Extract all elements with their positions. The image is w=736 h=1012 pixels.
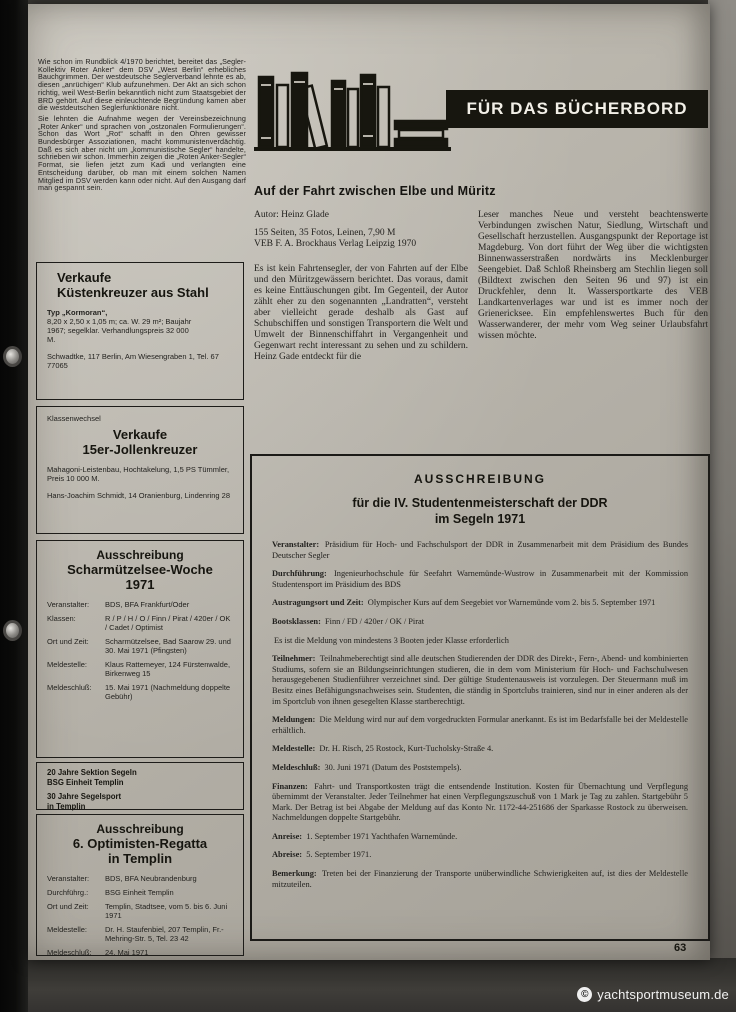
- announcement-item: [272, 782, 688, 824]
- ad-row-value: Dr. H. Staufenbiel, 207 Templin, Fr.-Mehring-Str. 5, Tel. 23 42: [105, 925, 224, 943]
- ad-heading: Verkaufe: [57, 270, 112, 285]
- ad-jollenkreuzer: [36, 406, 244, 534]
- banner-title: FÜR DAS BÜCHERBORD: [466, 99, 688, 118]
- announcement-item: [272, 636, 688, 647]
- watermark: [577, 987, 729, 1002]
- item-label: Durchführung:: [272, 569, 332, 579]
- item-text: Finn / FD / 420er / OK / Pirat: [324, 616, 425, 626]
- ad-row-label: Klassen:: [47, 614, 76, 623]
- item-label: Austragungsort und Zeit:: [272, 598, 366, 608]
- ad-row-value: 15. Mai 1971 (Nachmeldung doppelte Gebühr): [105, 683, 231, 701]
- ad-year: 1971: [125, 577, 155, 592]
- ad-optimisten-regatta: [36, 814, 244, 956]
- book-author: Autor: Heinz Glade: [254, 210, 329, 220]
- ad-subheading: 15er-Jollenkreuzer: [82, 442, 198, 457]
- ad-row: [47, 888, 233, 897]
- jubilee-line: 30 Jahre Segelsport: [47, 792, 122, 801]
- book-meta: [254, 210, 470, 251]
- ad-row-label: Veranstalter:: [47, 600, 90, 609]
- editorial-column: [38, 58, 246, 192]
- ad-subheading: Küstenkreuzer aus Stahl: [57, 285, 209, 300]
- item-label: Bootsklassen:: [272, 616, 323, 626]
- item-label: Meldungen:: [272, 715, 318, 725]
- ad-subheading-2: in Templin: [107, 851, 173, 866]
- ad-steel-cruiser: [36, 262, 244, 400]
- item-label: Meldestelle:: [272, 744, 318, 754]
- ad-heading: Ausschreibung: [96, 548, 184, 562]
- ad-contact: Schwadtke, 117 Berlin, Am Wiesengraben 1, Tel. 67 77065: [47, 352, 219, 370]
- ad-row-value: BDS, BFA Frankfurt/Oder: [105, 600, 190, 609]
- ad-row-value: Klaus Rattemeyer, 124 Fürstenwalde, Birkenweg 15: [105, 660, 231, 678]
- ad-row: [47, 683, 233, 701]
- book-details: 155 Seiten, 35 Fotos, Leinen, 7,90 M: [254, 227, 396, 238]
- item-text: Fahrt- und Transportkosten trägt die entsendende Institution. Kosten für Übernachtung und Verpflegung übernimmt der Veranstalter. Jeder Teilnehmer hat einen Verpflegungszuschuß von 1 Mark je Tag zu zahlen. Startgebühr 5 Mark. Der Betrag ist bei Abgabe der Meldung auf das Konto Nr. 1172-44-251686 der Sparkasse Rostock zu überweisen. Nachmeldungen doppelte Startgebühr.: [272, 781, 689, 823]
- editorial-paragraph-1: Wie schon im Rundblick 4/1970 berichtet, bereitet das „Segler-Kollektiv Roter Anker“ dem DSV „West Berlin“ erhebliches Bauchgrimmen. Der westdeutsche Seglerverband lehnte es ab, diesen „anrüchigen“ Klub aufzunehmen. Der Akt an sich schon richtig, weil West-Berlin bekanntlich nicht zum Staatsgebiet der BRD gehört. Auf diese einleuchtende Begründung kamen aber die westdeutschen Seglerfunktionäre nicht.: [38, 57, 246, 113]
- ad-row-value: 24. Mai 1971: [105, 948, 149, 957]
- ad-row-value: Templin, Stadtsee, vom 5. bis 6. Juni 1971: [105, 902, 228, 920]
- jubilee-line: 20 Jahre Sektion Segeln: [47, 768, 137, 777]
- item-text: Treten bei der Finanzierung der Transporte unüberwindliche Schwierigkeiten auf, ist dies der Meldestelle mitzuteilen.: [272, 869, 688, 889]
- item-text: 30. Juni 1971 (Datum des Poststempels).: [324, 762, 462, 772]
- ad-row: [47, 902, 233, 920]
- bookshelf-illustration: [254, 42, 454, 156]
- announcement-title: AUSSCHREIBUNG: [413, 472, 546, 486]
- ad-heading: Ausschreibung: [96, 822, 184, 836]
- announcement-item: [272, 869, 688, 890]
- ad-row: [47, 600, 233, 609]
- announcement-item: [272, 569, 688, 590]
- ad-templin-jubilee: [36, 762, 244, 810]
- review-text-column-2: Leser manches Neue und versteht beachtenswerte Verbindungen zwischen Natur, Siedlung, Wirtschaft und Gesellschaft herzustellen. Ausgangspunkt der Reportage ist Magdeburg. Von dort führt der Weg über die wichtigsten Binnenwasserstraßen nordwärts ins Mecklenburger Seengebiet. Daß Schloß Rheinsberg am Stechlin liegen soll (Bildtext zwischen den Seiten 96 und 97) ist ein Druckfehler, denn lt. Wassersportkarte des VEB Landkartenverlages war und ist es immer noch der Grienericksee. Ein empfehlenswertes Buch für den Wasserwanderer, der mehr vom Weg seiner Urlaubsfahrt wissen möchte.: [478, 210, 708, 341]
- ad-contact: Hans-Joachim Schmidt, 14 Oranienburg, Lindenring 28: [47, 491, 231, 500]
- ad-subheading: Scharmützelsee-Woche: [67, 562, 213, 577]
- watermark-text: yachtsportmuseum.de: [597, 987, 729, 1002]
- ad-specs: 8,20 x 2,50 x 1,05 m; ca. W. 29 m²; Baujahr 1967; segelklar. Verhandlungspreis 32 000 M.: [47, 317, 192, 344]
- jubilee-line: in Templin: [47, 802, 86, 811]
- announcement-item: [272, 617, 688, 628]
- announcement-box: [250, 454, 710, 941]
- announcement-item: [272, 654, 688, 707]
- item-text: Die Meldung wird nur auf dem vorgedruckten Formular anerkannt. Es ist im Bedarfsfalle bei der Meldestelle erhältlich.: [272, 715, 688, 735]
- ad-specs: Mahagoni-Leistenbau, Hochtakelung, 1,5 PS Tümmler, Preis 10 000 M.: [47, 465, 230, 483]
- scanner-background-right: [708, 0, 736, 960]
- ad-row-label: Ort und Zeit:: [47, 637, 89, 646]
- ad-row: [47, 874, 233, 883]
- magazine-page: [28, 4, 710, 960]
- review-text-column-1: Es ist kein Fahrtensegler, der von Fahrten auf der Elbe und den Müritzgewässern berichtet. Das voraus, damit es keine Enttäuschungen gibt. Im Gegenteil, der Autor zählt eher zu den sogenannten „Landratten“, versteht aber vielleicht gerade deshalb als Gast auf Schubschiffen und sonstigen Transportern die Welt und Umwelt der Binnenschiffahrt in Vergangenheit und Gegenwart recht interessant zu sehen und zu schildern. Heinz Gade entdeckt für die: [254, 264, 468, 362]
- item-text: 5. September 1971.: [306, 850, 372, 860]
- ad-heading: Verkaufe: [112, 427, 168, 442]
- item-label: Abreise:: [272, 850, 305, 860]
- ad-row: [47, 614, 233, 632]
- ad-row-label: Durchführg.:: [47, 888, 89, 897]
- ad-subheading: 6. Optimisten-Regatta: [72, 836, 208, 851]
- item-label: Teilnehmer:: [272, 654, 318, 664]
- item-label: Veranstalter:: [272, 540, 323, 549]
- ad-row-label: Veranstalter:: [47, 874, 90, 883]
- ad-row: [47, 660, 233, 678]
- item-text: Ingenieurhochschule für Seefahrt Warnemünde-Wustrow in Zusammenarbeit mit der Kommission Studentensport im Präsidium des BDS: [272, 569, 689, 589]
- ad-row: [47, 948, 233, 957]
- item-text: Dr. H. Risch, 25 Rostock, Kurt-Tucholsky-Straße 4.: [319, 744, 494, 754]
- copyright-icon: ©: [577, 987, 592, 1002]
- binder-ring-top: [3, 346, 22, 367]
- bucherbord-banner: [446, 90, 708, 128]
- ad-row-value: Scharmützelsee, Bad Saarow 29. und 30. Mai 1971 (Pfingsten): [105, 637, 231, 655]
- jubilee-line: BSG Einheit Templin: [47, 778, 124, 787]
- announcement-item: [272, 598, 688, 609]
- announcement-subtitle-2: im Segeln 1971: [434, 512, 526, 526]
- ad-row-label: Meldestelle:: [47, 660, 88, 669]
- ad-row: [47, 637, 233, 655]
- item-text: 1. September 1971 Yachthafen Warnemünde.: [306, 831, 458, 841]
- article-title: Auf der Fahrt zwischen Elbe und Müritz: [254, 184, 496, 198]
- ad-row: [47, 925, 233, 943]
- item-text: Teilnahmeberechtigt sind alle deutschen Studierenden der DDR des Direkt-, Fern-, Abend- und kombinierten Studiums, sofern sie an Bildungseinrichtungen studieren, die in dem vom Ministerium für Hoch- und Fachschulwesen herausgegebenen Studienführer verzeichnet sind. Der gültige Studentenausweis ist vorzulegen. Der Steuermann muß im Besitz eines Befähigungsnachweises sein. Studenten, die ständig in Sportclubs trainieren, sind nur in einer anderen als der im Sportclub von ihnen gesegelten Klasse startberechtigt.: [272, 654, 689, 706]
- item-text: Olympischer Kurs auf dem Seegebiet vor Warnemünde vom 2. bis 5. September 1971: [367, 598, 656, 608]
- item-label: Meldeschluß:: [272, 762, 323, 772]
- item-text: Präsidium für Hoch- und Fachschulsport der DDR in Zusammenarbeit mit dem Präsidium des Bundes Deutscher Segler: [272, 540, 688, 560]
- item-label: Bemerkung:: [272, 869, 320, 879]
- item-text: Es ist die Meldung von mindestens 3 Booten jeder Klasse erforderlich: [274, 635, 509, 645]
- binder-ring-bottom: [3, 620, 22, 641]
- ad-row-value: BDS, BFA Neubrandenburg: [105, 874, 197, 883]
- ad-row-label: Meldeschluß:: [47, 948, 92, 957]
- ad-kicker: Klassenwechsel: [47, 414, 101, 423]
- ad-row-label: Meldestelle:: [47, 925, 88, 934]
- announcement-item: [272, 744, 688, 755]
- announcement-subtitle: für die IV. Studentenmeisterschaft der DDR: [352, 496, 608, 510]
- ad-row-label: Ort und Zeit:: [47, 902, 89, 911]
- ad-row-label: Meldeschluß:: [47, 683, 92, 692]
- announcement-item: [272, 832, 688, 843]
- item-label: Anreise:: [272, 831, 305, 841]
- announcement-item: [272, 715, 688, 736]
- book-binding: [0, 0, 28, 1012]
- item-label: Finanzen:: [272, 781, 313, 791]
- ad-row-value: BSG Einheit Templin: [105, 888, 174, 897]
- scanner-background-bottom: [0, 958, 736, 1012]
- ad-row-value: R / P / H / O / Finn / Pirat / 420er / OK / Cadet / Optimist: [105, 614, 231, 632]
- ad-scharmuetzelsee-woche: [36, 540, 244, 758]
- ad-boat-type: Typ „Kormoran“,: [47, 308, 108, 317]
- announcement-item: [272, 540, 688, 561]
- announcement-item: [272, 850, 688, 861]
- page-number: 63: [674, 942, 687, 954]
- book-publisher: VEB F. A. Brockhaus Verlag Leipzig 1970: [254, 239, 417, 249]
- editorial-paragraph-2: Sie lehnten die Aufnahme wegen der Vereinsbezeichnung „Roter Anker“ und sprachen von „ostzonalen Formulierungen“. Schon das Wort „Rot“ schafft in den Ohren gewisser Bundesbürger Assoziationen, macht kommunistenverdächtig. Daß es sich aber nicht um „kommunistische Segler“ handelte, schrieben wir schon. Immerhin zeigen die „Roten Anker-Segler“ Format, sie liefen jetzt zum Kadi und verlangten eine Entscheidung darüber, ob man mit einem solchen Namen Mitglied im DSV werden kann oder nicht. Auf den Ausgang darf man gespannt sein.: [38, 113, 246, 193]
- announcement-item: [272, 763, 688, 774]
